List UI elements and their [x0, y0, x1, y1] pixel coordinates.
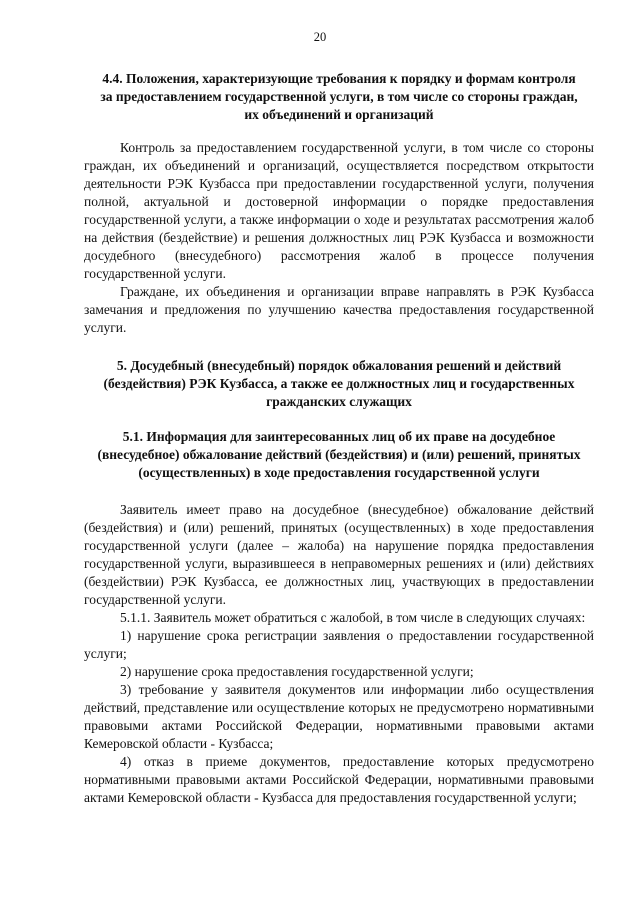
section-4-4-heading: 4.4. Положения, характеризующие требования к порядку и формам контроля за предоставлением государственной услуги, в том числе со стороны граждан, их объединений и организаций [100, 71, 578, 122]
section-4-4-paragraph: Контроль за предоставлением государственной услуги, в том числе со стороны граждан, их объединений и организаций, осуществляется посредством открытости деятельности РЭК Кузбасса при предоставлении государственной услуги, получения полной, актуальной и достоверной информации о порядке предоставления государственной услуги, а также информации о ходе и результатах рассмотрения жалоб на действия (бездействие) и решения должностных лиц РЭК Кузбасса и возможности досудебного (внесудебного) рассмотрения жалоб в процессе получения государственной услуги. [84, 140, 594, 281]
section-5-heading: 5. Досудебный (внесудебный) порядок обжалования решений и действий (бездействия) РЭК Кузбасса, а также ее должностных лиц и государственных гражданских служащих [103, 358, 575, 409]
section-5-1-heading: 5.1. Информация для заинтересованных лиц об их праве на досудебное (внесудебное) обжалование действий (бездействия) и (или) решений, принятых (осуществленных) в ходе предоставления государственной услуги [97, 429, 581, 480]
list-item: 2) нарушение срока предоставления государственной услуги; [120, 664, 474, 679]
section-5-1-paragraph: Заявитель имеет право на досудебное (внесудебное) обжалование действий (бездействия) и (или) решений, принятых (осуществленных) в ходе предоставления государственной услуги (далее – жалоба) на нарушение порядка предоставления государственной услуги, выразившееся в неправомерных решениях и (или) действиях (бездействии) РЭК Кузбасса, ее должностных лиц, участвующих в предоставлении государственной услуги. [84, 502, 594, 607]
list-item: 4) отказ в приеме документов, предоставление которых предусмотрено нормативными правовыми актами Российской Федерации, нормативными правовыми актами Кемеровской области - Кузбасса для предоставления государственной услуги; [84, 754, 594, 805]
section-4-4-paragraph: Граждане, их объединения и организации вправе направлять в РЭК Кузбасса замечания и предложения по улучшению качества предоставления государственной услуги. [84, 284, 594, 335]
list-item: 3) требование у заявителя документов или информации либо осуществления действий, представление или осуществление которых не предусмотрено нормативными правовыми актами Российской Федерации, нормативными правовыми актами Кемеровской области - Кузбасса; [84, 682, 594, 751]
page-number: 20 [313, 30, 327, 44]
section-5-1-paragraph: 5.1.1. Заявитель может обратиться с жалобой, в том числе в следующих случаях: [120, 610, 586, 625]
section-4-4-body [84, 139, 594, 337]
page-content [84, 70, 594, 807]
list-item: 1) нарушение срока регистрации заявления о предоставлении государственной услуги; [84, 628, 594, 661]
section-5-1-body [84, 501, 594, 807]
